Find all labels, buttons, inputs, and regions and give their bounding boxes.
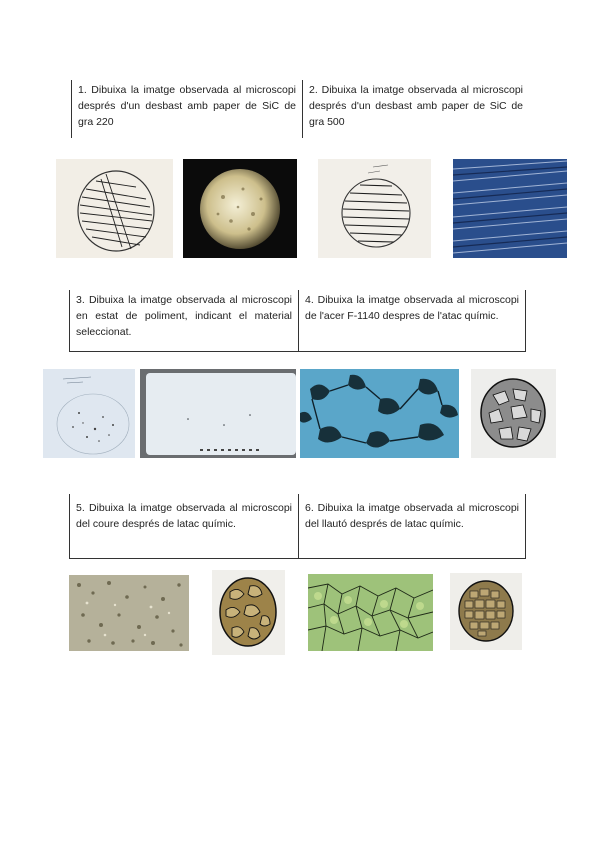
micrograph-copper-etched (69, 575, 189, 651)
table-border-right (525, 494, 526, 559)
sketch-sic-220 (56, 159, 173, 258)
sketch-polished (43, 369, 135, 458)
micrograph-sic-220 (183, 159, 297, 258)
micrograph-sic-500 (453, 159, 567, 258)
micrograph-polished (140, 369, 296, 458)
prompt-6: 6. Dibuixa la imatge observada al microscopi del llautó després de latac químic. (305, 502, 519, 530)
table-border-bottom (69, 558, 526, 559)
prompt-2: 2. Dibuixa la imatge observada al microscopi després d'un desbast amb paper de SiC de gra 500 (309, 84, 523, 128)
table-border-right (525, 290, 526, 352)
prompt-1: 1. Dibuixa la imatge observada al microscopi després d'un desbast amb paper de SiC de gra 220 (78, 84, 296, 128)
micrograph-brass-etched (308, 574, 433, 651)
table-border-bottom (69, 351, 526, 352)
micrograph-f1140-etched (300, 369, 459, 458)
sketch-sic-500 (318, 159, 431, 258)
prompt-3: 3. Dibuixa la imatge observada al microscopi en estat de poliment, indicant el material seleccionat. (76, 294, 292, 338)
sketch-brass-etched (450, 573, 522, 650)
prompt-5: 5. Dibuixa la imatge observada al microscopi del coure després de latac químic. (76, 502, 292, 530)
sketch-copper-etched (212, 570, 285, 655)
prompt-4: 4. Dibuixa la imatge observada al microscopi de l'acer F-1140 despres de l'atac químic. (305, 294, 519, 322)
sketch-f1140-etched (471, 369, 556, 458)
